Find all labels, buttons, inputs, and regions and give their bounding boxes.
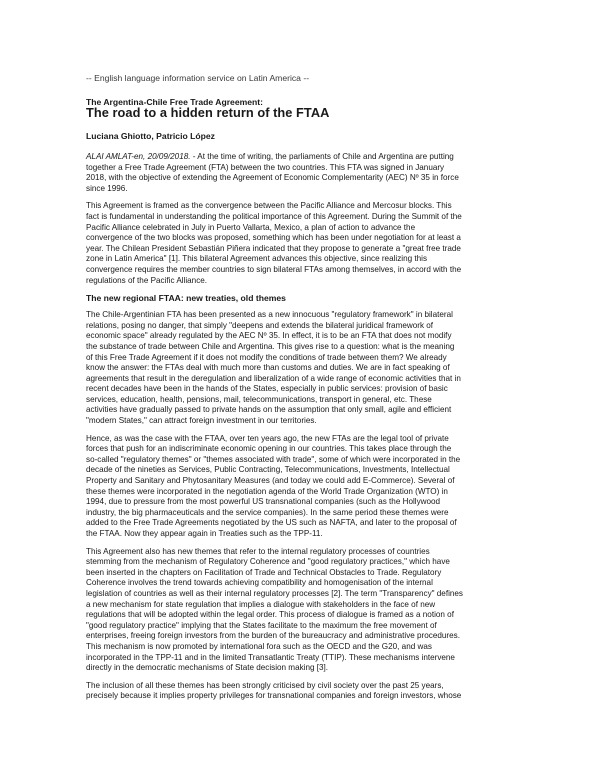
paragraph-line: forces that push for an indiscriminate economic opening in our countries. This takes place through the xyxy=(86,444,452,454)
paragraph-criticism xyxy=(86,681,522,702)
section-heading: The new regional FTAA: new treaties, old themes xyxy=(86,293,286,304)
paragraph-ftaa-comparison xyxy=(86,434,522,540)
paragraph-line: economic space" already regulated by the AEC Nº 35. In effect, it is to be an FTA that does not modify xyxy=(86,331,452,341)
paragraph-line: The inclusion of all these themes has been strongly criticised by civil society over the past 25 years, xyxy=(86,680,444,690)
paragraph-line: decade of the nineties as Services, Public Contracting, Telecommunications, Investments, Intellectual xyxy=(86,465,450,475)
paragraph-intro xyxy=(86,152,522,194)
paragraph-line: services, education, health, pensions, mail, telecommunications, transport in general, etc. These xyxy=(86,394,432,404)
paragraph-line: 2018, with the objective of extending the Agreement of Economic Complementarity (AEC) Nº 35 in force xyxy=(86,173,459,183)
article-body xyxy=(86,152,522,709)
paragraph-line: Coherence involves the trend towards achieving compatibility and homogenisation of the internal xyxy=(86,578,433,588)
paragraph-line: activities have gradually passed to private hands on the assumption that only small, agile and efficient xyxy=(86,405,452,415)
paragraph-line: precisely because it implies property privileges for transnational companies and foreign investors, whose xyxy=(86,691,462,701)
paragraph-line: a new mechanism for state regulation that implies a dialogue with stakeholders in the face of new xyxy=(86,599,436,609)
article-title: The road to a hidden return of the FTAA xyxy=(86,105,330,120)
paragraph-line: the substance of trade between Chile and Argentina. This gives rise to a question: what is the meaning xyxy=(86,341,455,351)
paragraph-line: The Chile-Argentinian FTA has been presented as a new innocuous "regulatory framework" in bilateral xyxy=(86,310,453,320)
paragraph-line: "good regulatory practice" implying that the States facilitate to the maximum the free movement of xyxy=(86,620,437,630)
paragraph-line: added to the Free Trade Agreements negotiated by the US such as NAFTA, and later to the proposal of xyxy=(86,518,457,528)
paragraph-line: This Agreement is framed as the convergence between the Pacific Alliance and Mercosur blocks. This xyxy=(86,201,452,211)
paragraph-line: Hence, as was the case with the FTAA, over ten years ago, the new FTAs are the legal tool of private xyxy=(86,433,449,443)
paragraph-line: convergence of the two blocks was proposed, something which has been under negotiation for at least a xyxy=(86,233,461,243)
paragraph-line: agreements that result in the deregulation and liberalization of a wide range of economic activities that in xyxy=(86,373,461,383)
paragraph-line: industry, the big pharmaceuticals and the service companies). In the same period these themes were xyxy=(86,507,449,517)
paragraph-line: know the answer: the FTAs deal with much more than customs and duties. We are in fact speaking of xyxy=(86,363,450,373)
paragraph-line: of this Free Trade Agreement if it does not modify the conditions of trade between them? We already xyxy=(86,352,447,362)
paragraph-line: relations, posing no danger, that simply "deepens and extends the bilateral juridical framework of xyxy=(86,320,434,330)
paragraph-line: "modern States," can attract foreign investment in our territories. xyxy=(86,416,317,426)
dateline: ALAI AMLAT-en, 20/09/2018. xyxy=(86,152,191,161)
paragraph-line: legislation of countries as well as their internal regulatory processes [2]. The term "Transparency" defines xyxy=(86,588,463,598)
paragraph-line: This Agreement also has new themes that refer to the internal regulatory processes of countries xyxy=(86,546,430,556)
paragraph-line: Property and Sanitary and Phytosanitary Measures (and today we could add E-Commerce). Several of xyxy=(86,476,455,486)
paragraph-line: 1994, due to pressure from the most powerful US transnational companies (such as the Hollywood xyxy=(86,497,441,507)
paragraph-line: these themes were incorporated in the negotiation agenda of the World Trade Organization (WTO) in xyxy=(86,486,448,496)
paragraph-line: incorporated in the TPP-11 and in the limited Transatlantic Treaty (TTIP). These mechanisms intervene xyxy=(86,652,455,662)
paragraph-line: This mechanism is now promoted by international fora such as the OECD and the G20, and was xyxy=(86,641,432,651)
paragraph-line: recent decades have been in the hands of the States, especially in public services: provision of basic xyxy=(86,384,448,394)
paragraph-line: the FTAA. Now they appear again in Treaties such as the TPP-11. xyxy=(86,529,323,538)
paragraph-line: regulations of the Pacific Alliance. xyxy=(86,275,208,285)
paragraph-line: zone in Latin America" [1]. This bilateral Agreement advances this objective, since realizing this xyxy=(86,254,428,264)
paragraph-line: Pacific Alliance celebrated in July in Puerto Vallarta, Mexico, a plan of action to advance the xyxy=(86,222,416,232)
paragraph-line: been inserted in the chapters on Facilitation of Trade and Technical Obstacles to Trade. Regulatory xyxy=(86,567,442,577)
paragraph-line: - At the time of writing, the parliaments of Chile and Argentina are putting xyxy=(190,152,454,161)
service-tagline: -- English language information service on Latin America -- xyxy=(86,73,310,83)
paragraph-line: regulations that will be adopted within the legal order. This process of dialogue is framed as a notion of xyxy=(86,610,454,620)
article-authors: Luciana Ghiotto, Patricio López xyxy=(86,131,215,141)
paragraph-chile-argentina-fta xyxy=(86,310,522,427)
paragraph-line: convergence requires the member countries to sign bilateral FTAs among themselves, in accord with the xyxy=(86,264,462,274)
paragraph-convergence xyxy=(86,201,522,286)
paragraph-line: stemming from the mechanism of Regulatory Coherence and "good regulatory practices," which have xyxy=(86,557,450,567)
paragraph-line: directly in the democratic mechanisms of State decision making [3]. xyxy=(86,663,329,673)
paragraph-line: together a Free Trade Agreement (FTA) between the two countries. This FTA was signed in January xyxy=(86,162,445,172)
paragraph-regulatory-themes xyxy=(86,547,522,674)
paragraph-line: since 1996. xyxy=(86,183,128,193)
article-kicker: The Argentina-Chile Free Trade Agreement: xyxy=(86,97,264,107)
paragraph-line: enterprises, freeing foreign investors from the burden of the bureaucracy and administrative procedures. xyxy=(86,631,460,641)
paragraph-line: fact is fundamental in understanding the political importance of this Agreement. During the Summit of the xyxy=(86,211,462,221)
paragraph-line: year. The Chilean President Sebastián Piñera indicated that they propose to generate a "great free trade xyxy=(86,243,461,253)
paragraph-line: so-called "regulatory themes" or "themes associated with trade", some of which were incorporated in the xyxy=(86,454,461,464)
